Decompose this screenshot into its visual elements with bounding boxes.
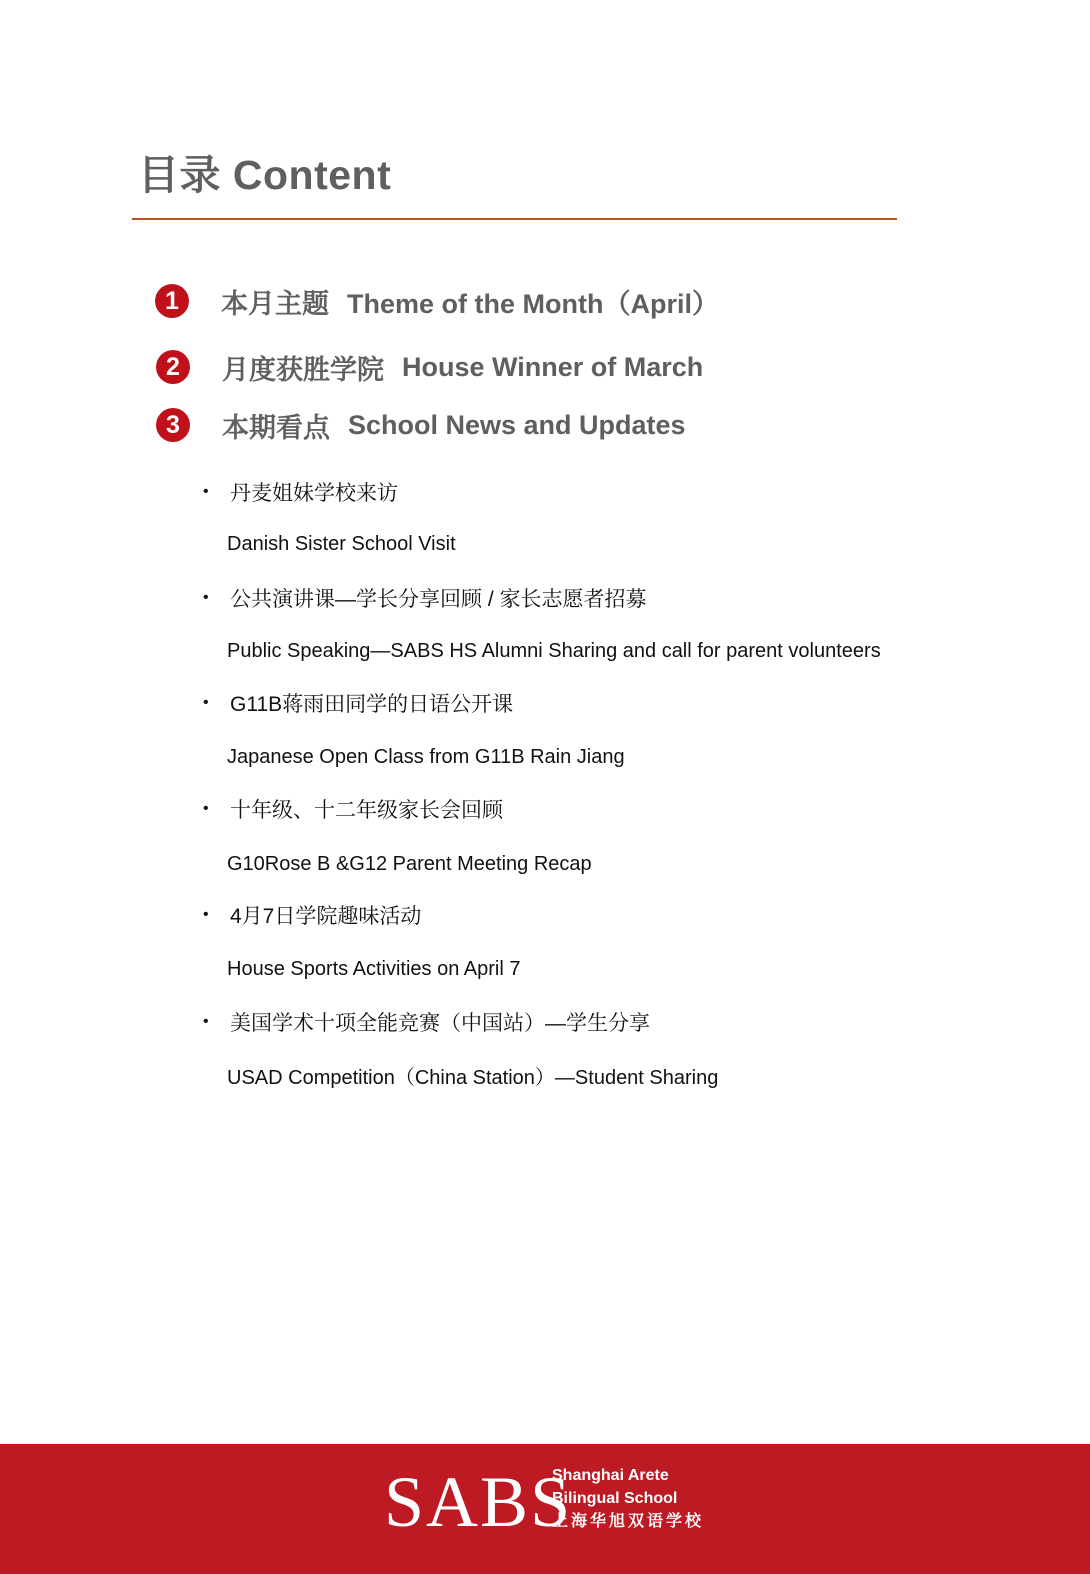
title-divider: [132, 218, 897, 220]
section-title-en: Theme of the Month（April）: [347, 288, 719, 319]
news-item-title-cn[interactable]: [203, 688, 513, 718]
bullet-icon: •: [203, 483, 209, 500]
school-name-block: [552, 1464, 704, 1533]
bullet-icon: •: [203, 800, 209, 817]
bullet-icon: •: [203, 906, 209, 923]
section-house-winner[interactable]: [156, 347, 703, 387]
news-item-title-en: Danish Sister School Visit: [227, 532, 456, 555]
section-school-news[interactable]: [156, 405, 686, 445]
school-name-line1: Shanghai Arete: [552, 1467, 669, 1484]
news-item-title-en: House Sports Activities on April 7: [227, 957, 521, 980]
news-item-cn-text: 丹麦姐妹学校来访: [230, 482, 398, 505]
section-title-en: School News and Updates: [348, 409, 686, 440]
section-theme-of-month[interactable]: [155, 281, 719, 321]
section-title-en: House Winner of March: [402, 351, 704, 382]
page-title: 目录 Content: [138, 152, 392, 198]
news-item-cn-text: 4月7日学院趣味活动: [230, 905, 422, 928]
news-item-title-en: Public Speaking—SABS HS Alumni Sharing and call for parent volunteers: [227, 639, 881, 662]
news-item-title-en: G10Rose B &G12 Parent Meeting Recap: [227, 852, 592, 875]
news-item-cn-text: 美国学术十项全能竞赛（中国站）—学生分享: [230, 1012, 650, 1035]
number-badge-3: 3: [156, 408, 190, 442]
news-item-title-en: Japanese Open Class from G11B Rain Jiang: [227, 745, 625, 768]
news-item-title-cn[interactable]: [203, 1007, 650, 1037]
bullet-icon: •: [203, 694, 209, 711]
news-item-cn-text: 公共演讲课—学长分享回顾 / 家长志愿者招募: [230, 588, 647, 611]
footer-banner: [0, 1444, 1090, 1574]
news-item-title-cn[interactable]: [203, 583, 647, 613]
number-badge-1: 1: [155, 284, 189, 318]
section-title-cn: 本期看点: [222, 412, 330, 443]
news-item-cn-text: G11B蒋雨田同学的日语公开课: [230, 693, 514, 716]
section-title-cn: 本月主题: [221, 288, 329, 319]
news-item-title-cn[interactable]: [203, 794, 503, 824]
school-name-cn: 上海华旭双语学校: [552, 1513, 705, 1530]
number-badge-2: 2: [156, 350, 190, 384]
school-name-line2: Bilingual School: [552, 1490, 678, 1507]
bullet-icon: •: [203, 589, 209, 606]
bullet-icon: •: [203, 1013, 209, 1030]
news-item-title-cn[interactable]: [203, 900, 421, 930]
section-title-cn: 月度获胜学院: [222, 354, 384, 385]
news-item-title-en: USAD Competition（China Station）—Student Sharing: [227, 1066, 719, 1089]
news-item-title-cn[interactable]: [203, 477, 398, 507]
news-item-cn-text: 十年级、十二年级家长会回顾: [230, 799, 503, 822]
sabs-logo-icon: SABS: [384, 1462, 573, 1542]
